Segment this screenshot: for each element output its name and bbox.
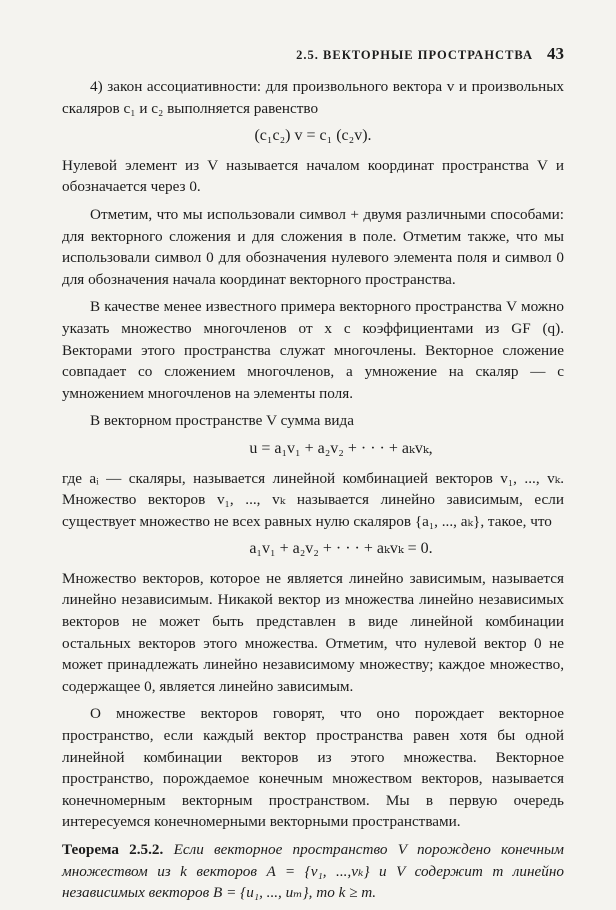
paragraph-linear-dependence: где aᵢ — скаляры, называется линейной комбинацией векторов v₁, ..., vₖ. Множество векторов v₁, ..., vₖ называется линейно зависимым, если существует множество не всех равных нулю скаляров {a₁, ..., aₖ}, такое, что [62, 469, 564, 530]
paragraph-associativity: 4) закон ассоциативности: для произвольного вектора v и произвольных скаляров c₁ и c₂ выполняется равенство [62, 78, 564, 117]
section-title: 2.5. ВЕКТОРНЫЕ ПРОСТРАНСТВА [296, 48, 533, 62]
paragraph-sum-intro: В векторном пространстве V сумма вида [90, 412, 354, 430]
formula-linear-combination: u = a₁v₁ + a₂v₂ + · · · + aₖvₖ, [249, 439, 433, 457]
paragraph-origin: Нулевой элемент из V называется началом координат пространства V и обозначается через 0. [62, 156, 564, 196]
running-header [296, 44, 564, 64]
theorem-statement: Если векторное пространство V порождено конечным множеством из k векторов A = {v₁, ...,vₖ} и V содержит m линейно независимых векторов B = {u₁, ..., uₘ}, то k ≥ m. [62, 841, 565, 902]
theorem-2-5-2 [62, 839, 564, 904]
page-number: 43 [547, 44, 564, 63]
paragraph-symbols: Отметим, что мы использовали символ + двумя различными способами: для векторного сложения и для сложения в поле. Отметим также, что мы использовали символ 0 для обозначения нулевого элемента поля и символ 0 для обозначения начала координат векторного пространства. [62, 205, 564, 288]
formula-associativity: (c₁c₂) v = c₁ (c₂v). [254, 127, 372, 145]
theorem-label: Теорема 2.5.2. [62, 841, 164, 858]
formula-dependence: a₁v₁ + a₂v₂ + · · · + aₖvₖ = 0. [249, 540, 433, 558]
paragraph-independence: Множество векторов, которое не является линейно зависимым, называется линейно независимым. Никакой вектор из множества линейно независимых векторов не может быть представлен в виде линейной комбинации остальных векторов этого множества. Отметим, что нулевой вектор 0 не может принадлежать линейно независимому множеству; каждое множество, содержащее 0, является линейно зависимым. [62, 569, 564, 695]
paragraph-polynomials: В качестве менее известного примера векторного пространства V можно указать множество многочленов от x с коэффициентами из GF (q). Векторами этого пространства служат многочлены. Векторное сложение совпадает со сложением многочленов, а умножение на скаляр — с умножением многочленов на элементы поля. [62, 298, 564, 402]
body-text [62, 76, 564, 910]
paragraph-spanning: О множестве векторов говорят, что оно порождает векторное пространство, если каждый вектор пространства равен хотя бы одной линейной комбинации векторов из этого множества. Векторное пространство, порождаемое конечным множеством векторов, называется конечномерным векторным пространством. Мы в первую очередь интересуемся конечномерными векторными пространствами. [62, 705, 564, 831]
